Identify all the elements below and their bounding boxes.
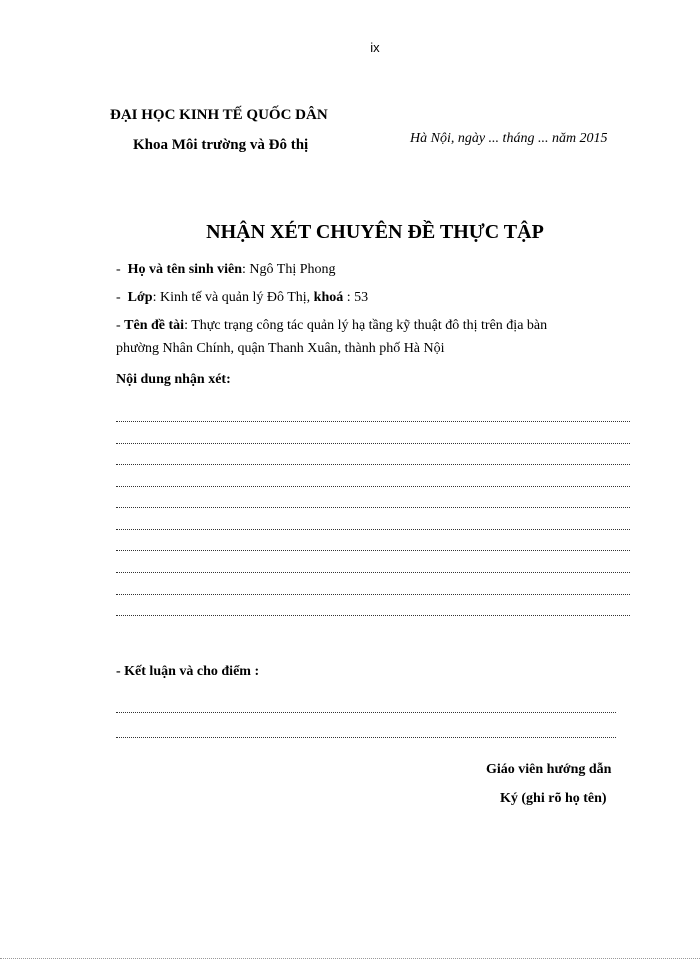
comment-line[interactable] (116, 507, 630, 508)
conclusion-label: - Kết luận và cho điểm : (116, 664, 260, 679)
page-number: ix (370, 40, 380, 55)
document-title: NHẬN XÉT CHUYÊN ĐỀ THỰC TẬP (206, 221, 544, 243)
comment-line[interactable] (116, 550, 630, 551)
comment-line[interactable] (116, 486, 630, 487)
topic-field: - Tên đề tài: Thực trạng công tác quản lý hạ tầng kỹ thuật đô thị trên địa bàn (116, 318, 548, 333)
comment-line[interactable] (116, 443, 630, 444)
course-label: khoá (313, 290, 344, 305)
class-field: - Lớp: Kinh tế và quản lý Đô Thị, khoá : 53 (116, 290, 369, 305)
page-bottom-border (0, 958, 700, 959)
course-value: : 53 (343, 290, 369, 305)
topic-label: Tên đề tài (124, 318, 185, 333)
student-name-value: : Ngô Thị Phong (242, 262, 336, 277)
content-label: Nội dung nhận xét: (116, 372, 231, 387)
student-name-label: Họ và tên sinh viên (127, 262, 243, 277)
comment-line[interactable] (116, 594, 630, 595)
class-value: : Kinh tế và quản lý Đô Thị, (152, 290, 314, 305)
conclusion-line[interactable] (116, 712, 616, 713)
comment-line[interactable] (116, 529, 630, 530)
supervisor-label: Giáo viên hướng dẫn (486, 762, 612, 777)
signature-instruction: Ký (ghi rõ họ tên) (500, 791, 607, 806)
class-label: Lớp (127, 290, 153, 305)
student-name-field: - Họ và tên sinh viên: Ngô Thị Phong (116, 262, 336, 277)
faculty-name: Khoa Môi trường và Đô thị (133, 137, 309, 153)
date-line: Hà Nội, ngày ... tháng ... năm 2015 (410, 131, 608, 146)
topic-value-line2: phường Nhân Chính, quận Thanh Xuân, thành phố Hà Nội (116, 341, 445, 356)
comment-line[interactable] (116, 572, 630, 573)
comment-line[interactable] (116, 615, 630, 616)
comment-line[interactable] (116, 421, 630, 422)
comment-line[interactable] (116, 464, 630, 465)
university-name: ĐẠI HỌC KINH TẾ QUỐC DÂN (110, 107, 328, 123)
conclusion-line[interactable] (116, 737, 616, 738)
topic-value-line1: : Thực trạng công tác quản lý hạ tầng kỹ thuật đô thị trên địa bàn (184, 318, 548, 333)
